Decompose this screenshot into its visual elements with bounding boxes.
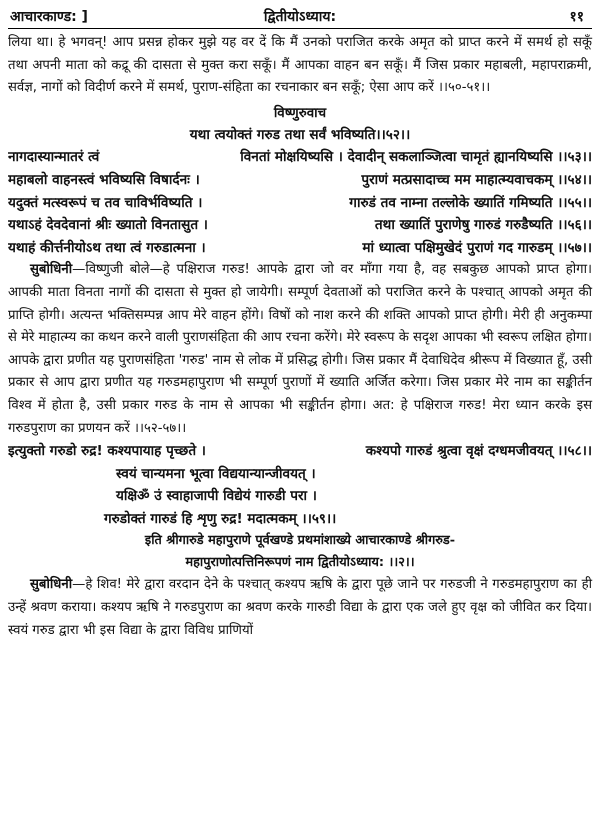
verse-half-b: तथा ख्यातिं पुराणेषु गारुडं गरुडैष्यति ।।५६।।	[374, 217, 592, 234]
verse-line: स्वयं चान्यमना भूत्वा विद्ययान्यान्जीवयत् ।	[116, 465, 316, 482]
verse-54	[8, 169, 592, 192]
verse-half-a: महाबलो वाहनस्त्वं भविष्यसि विषार्दनः ।	[8, 171, 200, 188]
verse-57	[8, 237, 592, 260]
commentary-text: —हे शिव! मेरे द्वारा वरदान देने के पश्चात् कश्यप ऋषि के द्वारा पूछे जाने पर गरुडजी ने गरुडमहापुराण का ही उन्हें श्रवण कराया। कश्यप ऋषि ने गरुडपुराण का श्रवण करके गारुडी विद्या के द्वारा एक जले हुए वृक्ष को जीवित कर दिया। स्वयं गरुड द्वारा भी इस विद्या के द्वारा विविध प्राणियों	[8, 577, 592, 638]
verse-half-a: यथाहं कीर्त्तनीयोऽथ तथा त्वं गरुडात्मना ।	[8, 239, 206, 256]
verse-line: यक्षिॐ उं स्वाहाजापी विद्येयं गारुडी परा ।	[116, 488, 317, 505]
chapter-colophon	[8, 530, 592, 574]
verse-53	[8, 146, 592, 169]
verse-half-a: नागदास्यान्मातरं त्वं	[8, 149, 100, 166]
verse-half-a: यदुक्तं मत्स्वरूपं च तव चाविर्भविष्यति ।	[8, 194, 203, 211]
speaker-heading: विष्णुरुवाच	[273, 105, 327, 121]
verse-55	[8, 192, 592, 215]
commentary-paragraph-1	[8, 259, 592, 440]
colophon-line: इति श्रीगारुडे महापुराणे पूर्वखण्डे प्रथमांशाख्ये आचारकाण्डे श्रीगरुड-	[144, 533, 456, 549]
running-head-chapter: द्वितीयोऽध्याय:	[263, 9, 337, 25]
verse-58	[8, 440, 592, 463]
verse-half-a: यथाऽहं देवदेवानां श्रीः ख्यातो विनतासुत ।	[8, 217, 208, 234]
verse-line: गरुडोक्तं गारुडं हि शृणु रुद्र! मदात्मकम् ।।५९।।	[104, 510, 337, 527]
verse-half-b: पुराणं मत्प्रसादाच्च मम माहात्म्यवाचकम् ।।५४।।	[361, 171, 592, 188]
page-number: ११	[569, 9, 584, 25]
verse-line: यथा त्वयोक्तं गरुड तथा सर्वं भविष्यति।।५२।।	[189, 126, 411, 143]
commentary-paragraph-2	[8, 574, 592, 642]
colophon-line: महापुराणोत्पत्तिनिरूपणं नाम द्वितीयोऽध्याय: ।।२।।	[185, 555, 415, 571]
commentary-label: सुबोधिनी	[30, 262, 73, 278]
verse-half-a: इत्युक्तो गरुडो रुद्र! कश्यपायाह पृच्छते ।	[8, 443, 206, 460]
verse-half-b: कश्यपो गारुडं श्रुत्वा वृक्षं दग्धमजीवयत् ।।५८।।	[365, 443, 592, 460]
verse-half-b: मां ध्यात्वा पक्षिमुखेदं पुराणं गद गारुडम् ।।५७।।	[362, 239, 592, 256]
commentary-label: सुबोधिनी	[30, 577, 73, 593]
intro-paragraph: लिया था। हे भगवन्! आप प्रसन्न होकर मुझे यह वर दें कि मैं उनको पराजित करके अमृत को प्राप्त करने में समर्थ हो सकूँ तथा अपनी माता को कद्रू की दासता से मुक्त करा सकूँ। मैं आपका वाहन बन सकूँ। मैं जिस प्रकार महाबली, महापराक्रमी, सर्वज्ञ, नागों को विदीर्ण करने में समर्थ, पुराण-संहिता का रचनाकार बन सकूँ; ऐसा आप करें ।।५०-५१।।	[8, 35, 592, 96]
page-header	[8, 6, 592, 29]
verse-56	[8, 214, 592, 237]
verse-59-b	[8, 508, 592, 531]
verse-58-cont	[8, 463, 592, 486]
verse-52	[8, 124, 592, 147]
running-head-section: आचारकाण्ड: ]	[10, 9, 88, 25]
verse-59-a	[8, 485, 592, 508]
verse-half-b: विनतां मोक्षयिष्यसि । देवादीन् सकलाञ्जित्वा चामृतं ह्यानयिष्यसि ।।५३।।	[240, 149, 592, 166]
commentary-text: —विष्णुजी बोले—हे पक्षिराज गरुड! आपके द्वारा जो वर माँगा गया है, वह सबकुछ आपको प्राप्त होगा। आपकी माता विनता नागों की दासता से मुक्त हो जायेगी। सम्पूर्ण देवताओं को पराजित करने के पश्चात् आपको अमृत की प्राप्ति होगी। अत्यन्त भक्तिसम्पन्न आप मेरे वाहन होंगे। विषों को नाश करने की शक्ति आपको प्राप्त होगी। मेरी ही अनुकम्पा से मेरे माहात्म्य का कथन करने वाली पुराणसंहिता की आप रचना करेंगे। मेरे स्वरूप के सदृश आपका भी स्वरूप लक्षित होगा। आपके द्वारा प्रणीत यह पुराणसंहिता 'गरुड' नाम से लोक में प्रसिद्ध होगी। जिस प्रकार मैं देवाधिदेव श्रीरूप में विख्यात हूँ, उसी प्रकार से आप द्वारा प्रणीत यह गरुडमहापुराण भी सम्पूर्ण पुराणों में ख्याति अर्जित करेगा। जिस प्रकार मेरे नाम का सङ्कीर्तन विश्व में होता है, उसी प्रकार गरुड के नाम से आपका भी सङ्कीर्तन होगा। अत: हे पक्षिराज गरुड! मेरा ध्यान करके इस गरुडपुराण का प्रणयन करें ।।५२-५७।।	[8, 262, 592, 436]
verse-half-b: गारुडं तव नाम्ना तल्लोके ख्यातिं गमिष्यति ।।५५।।	[349, 194, 592, 211]
